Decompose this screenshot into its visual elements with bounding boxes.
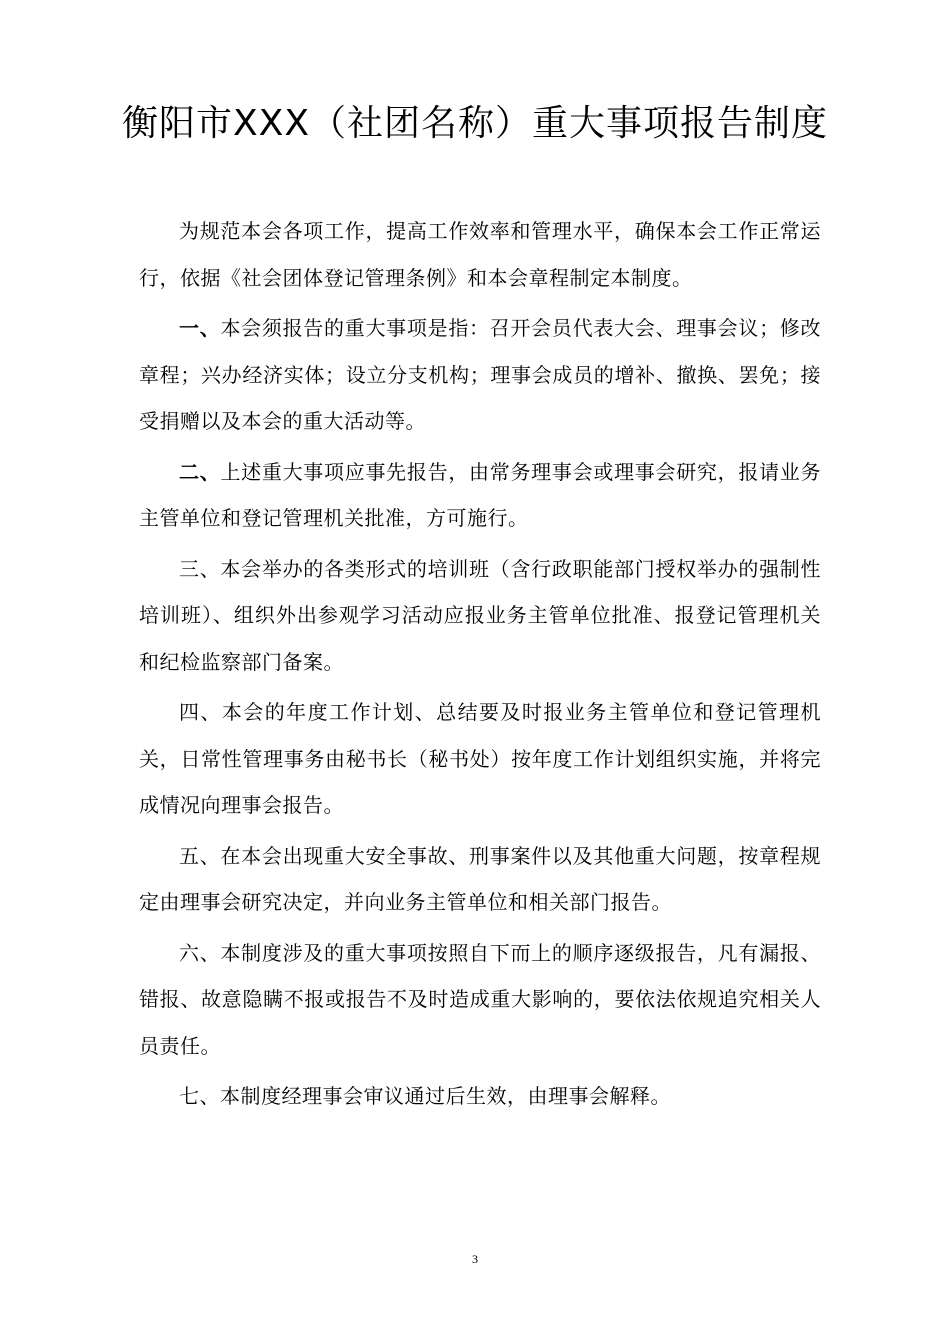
paragraph-text: 五、在本会出现重大安全事故、刑事案件以及其他重大问题，按章程规定由理事会研究决定，并向业务主管单位和相关部门报告。 <box>139 843 821 914</box>
document-body <box>139 208 821 1124</box>
paragraph-text: 三、本会举办的各类形式的培训班（含行政职能部门授权举办的强制性培训班）、组织外出参观学习活动应报业务主管单位批准、报登记管理机关和纪检监察部门备案。 <box>139 556 821 674</box>
paragraph-text: 本会须报告的重大事项是指：召开会员代表大会、理事会议；修改章程；兴办经济实体；设立分支机构；理事会成员的增补、撤换、罢免；接受捐赠以及本会的重大活动等。 <box>139 316 822 433</box>
paragraph-item-6 <box>139 930 821 1070</box>
paragraph-item-4 <box>139 689 821 829</box>
paragraph-number: 一、 <box>179 316 221 340</box>
page-number: 3 <box>472 1252 478 1266</box>
paragraph-text: 六、本制度涉及的重大事项按照自下而上的顺序逐级报告，凡有漏报、错报、故意隐瞒不报或报告不及时造成重大影响的，要依法依规追究相关人员责任。 <box>139 940 821 1058</box>
paragraph-item-2 <box>139 449 821 542</box>
paragraph-text: 为规范本会各项工作，提高工作效率和管理水平，确保本会工作正常运行，依据《社会团体登记管理条例》和本会章程制定本制度。 <box>139 219 821 290</box>
paragraph-item-7 <box>139 1073 821 1120</box>
paragraph-text: 上述重大事项应事先报告，由常务理事会或理事会研究，报请业务主管单位和登记管理机关批准，方可施行。 <box>139 459 822 530</box>
paragraph-intro <box>139 208 821 301</box>
paragraph-text: 七、本制度经理事会审议通过后生效，由理事会解释。 <box>179 1084 671 1108</box>
paragraph-item-3 <box>139 546 821 686</box>
paragraph-item-5 <box>139 833 821 926</box>
paragraph-text: 四、本会的年度工作计划、总结要及时报业务主管单位和登记管理机关，日常性管理事务由秘书长（秘书处）按年度工作计划组织实施，并将完成情况向理事会报告。 <box>139 700 821 817</box>
document-title: 衡阳市XXX（社团名称）重大事项报告制度 <box>122 103 828 144</box>
paragraph-item-1 <box>139 305 821 445</box>
paragraph-number: 二、 <box>179 459 221 484</box>
